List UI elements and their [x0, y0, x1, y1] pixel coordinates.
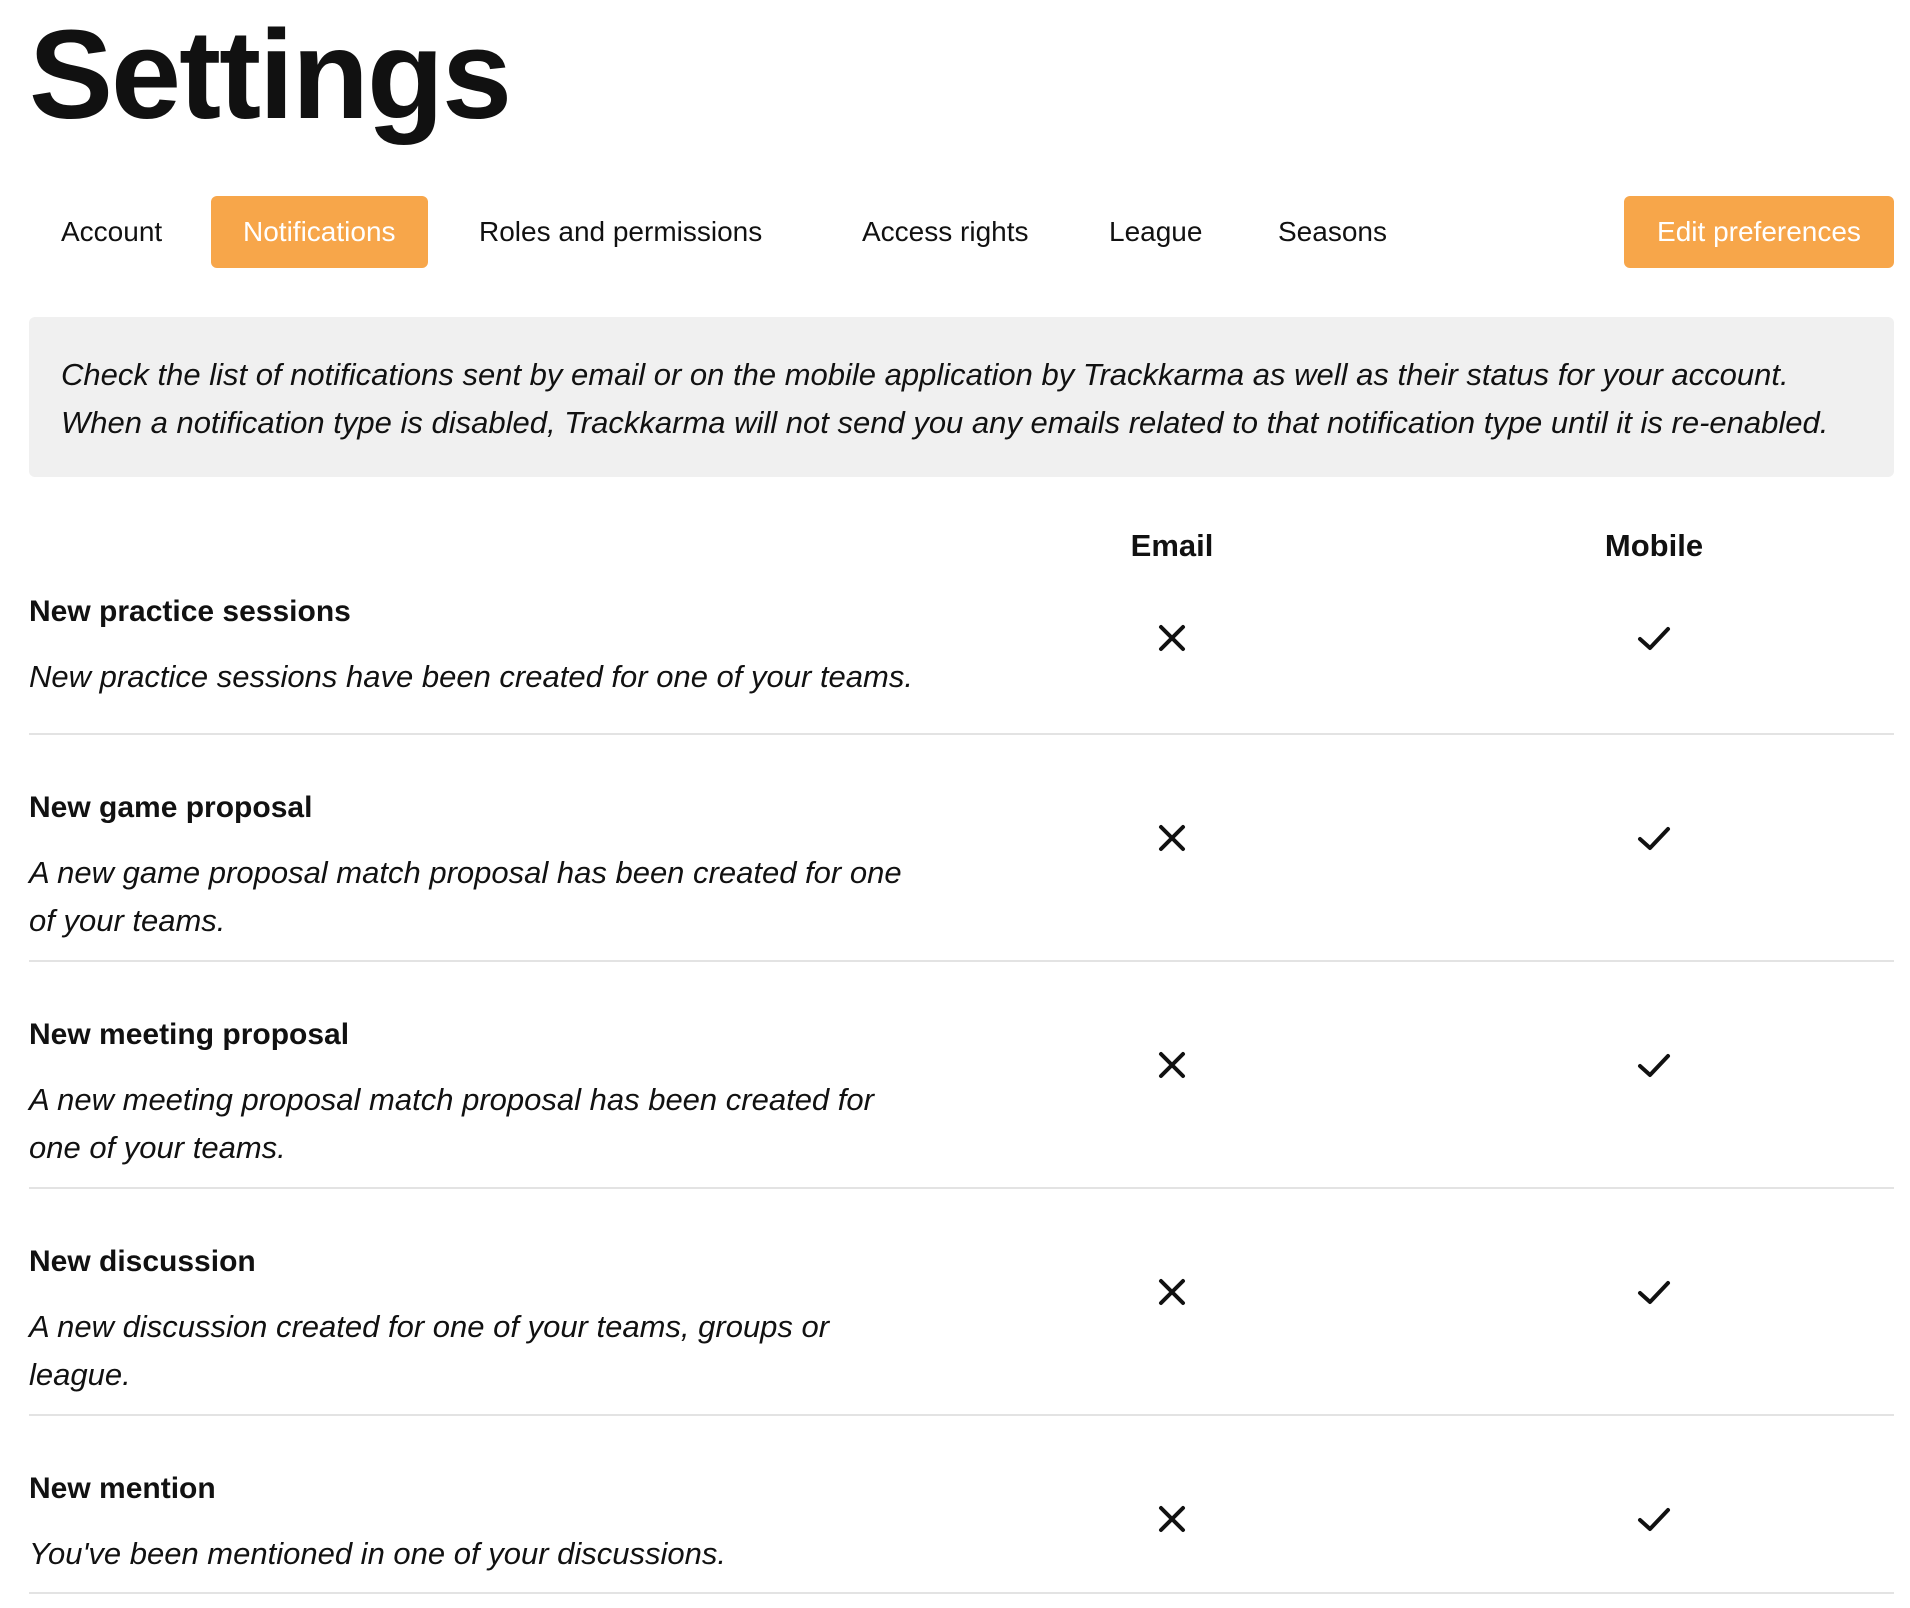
notification-title: New game proposal [29, 791, 313, 824]
email-disabled-x-icon [1155, 1048, 1189, 1082]
notification-row [29, 962, 1894, 1189]
notification-description: A new meeting proposal match proposal has been created for one of your teams. [29, 1082, 874, 1165]
mobile-enabled-check-icon [1637, 621, 1671, 655]
info-text-line-1: Check the list of notifications sent by email or on the mobile application by Trackkarma as well as their status for your account. [61, 357, 1789, 392]
notification-title: New practice sessions [29, 595, 351, 628]
tab-seasons[interactable]: Seasons [1278, 216, 1387, 247]
mobile-enabled-check-icon [1637, 821, 1671, 855]
tab-roles-and-permissions[interactable]: Roles and permissions [479, 216, 763, 247]
column-header-mobile: Mobile [1604, 528, 1704, 563]
email-disabled-x-icon [1155, 1502, 1189, 1536]
notification-title: New meeting proposal [29, 1018, 350, 1051]
column-header-email: Email [1130, 528, 1214, 563]
notification-row [29, 1189, 1894, 1416]
tab-account[interactable]: Account [61, 216, 163, 247]
notification-row [29, 1416, 1894, 1594]
notification-row [29, 735, 1894, 962]
info-box [29, 317, 1894, 477]
mobile-enabled-check-icon [1637, 1048, 1671, 1082]
notification-description: New practice sessions have been created for one of your teams. [29, 659, 913, 694]
notification-description: You've been mentioned in one of your discussions. [29, 1536, 726, 1571]
tab-access-rights[interactable]: Access rights [862, 216, 1029, 247]
page-title: Settings [29, 4, 511, 145]
notification-title: New discussion [29, 1245, 256, 1278]
email-disabled-x-icon [1155, 1275, 1189, 1309]
notification-title: New mention [29, 1472, 216, 1505]
mobile-enabled-check-icon [1637, 1275, 1671, 1309]
email-disabled-x-icon [1155, 821, 1189, 855]
notification-description: A new discussion created for one of your teams, groups or league. [29, 1309, 830, 1392]
edit-preferences-button[interactable]: Edit preferences [1624, 196, 1894, 268]
notification-description: A new game proposal match proposal has been created for one of your teams. [29, 855, 902, 938]
tab-bar [29, 196, 1894, 268]
tab-notifications[interactable]: Notifications [211, 196, 428, 268]
mobile-enabled-check-icon [1637, 1502, 1671, 1536]
notification-row [29, 575, 1894, 735]
email-disabled-x-icon [1155, 621, 1189, 655]
tab-league[interactable]: League [1109, 216, 1203, 247]
notification-list [29, 575, 1894, 1594]
info-text-line-2: When a notification type is disabled, Trackkarma will not send you any emails related to that notification type until it is re-enabled. [61, 405, 1829, 440]
